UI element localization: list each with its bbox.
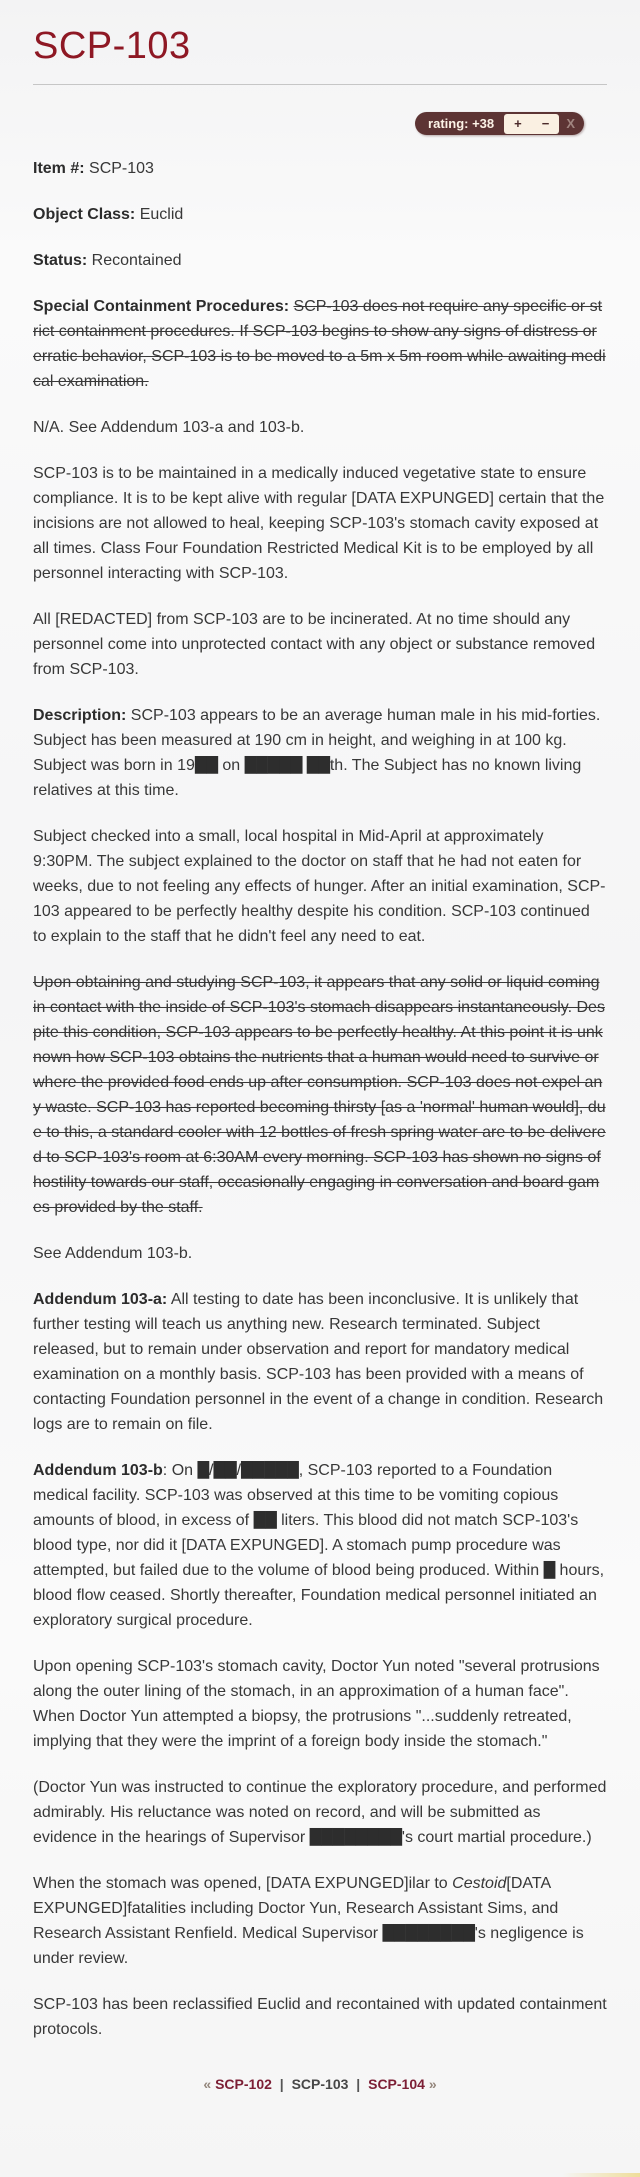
bold-label: Addendum 103-b [33,1462,163,1479]
separator: | [356,2076,361,2092]
text-run: Upon opening SCP-103's stomach cavity, Doctor Yun noted "several protrusions along the outer lining of the stomach, in an approximation of a human face". When Doctor Yun attempted a biopsy, the protrusions "...suddenly retreated, implying that they were the imprint of a foreign body inside the stomach." [33,1658,600,1750]
next-scp-link[interactable]: SCP-104 [368,2076,425,2092]
rating-row [33,112,584,135]
text-run: th. The Subject has no known living relatives at this time. [33,757,582,799]
text-run: All testing to date has been inconclusive. It is unlikely that further testing will teach us anything new. Research terminated. Subject released, but to remain under observation and report for mandatory medical examination on a monthly basis. SCP-103 has been provided with a means of contacting Foundation personnel in the event of a change in condition. Research logs are to remain on file. [33,1291,604,1433]
next-arrow: » [428,2076,437,2092]
bold-label: Item #: [33,160,85,177]
text-run: 's court martial procedure.) [401,1829,592,1846]
prev-scp-link[interactable]: SCP-102 [215,2076,272,2092]
blackbox-redaction: █ [543,1561,556,1579]
blackbox-redaction: ██ [253,1511,277,1529]
paragraph [33,248,607,273]
paragraph [33,415,607,440]
paragraph [33,202,607,227]
paragraph [33,156,607,181]
blackbox-redaction: █ [197,1461,210,1479]
rating-module [415,112,584,135]
text-run: 's negligence is under review. [33,1925,584,1967]
cancel-vote-button[interactable]: X [566,116,575,131]
paragraph [33,461,607,586]
text-run: hours, blood flow ceased. Shortly thereafter, Foundation medical personnel initiated an exploratory surgical procedure. [33,1562,605,1629]
paragraph [33,1654,607,1754]
blackbox-redaction: ██ [306,756,330,774]
text-run: , SCP-103 reported to a Foundation medical facility. SCP-103 was observed at this time to be vomiting copious amounts of blood, in excess of [33,1462,559,1529]
paragraph [33,1871,607,1971]
blackbox-redaction: █████ [241,1461,299,1479]
text-run: SCP-103 has been reclassified Euclid and recontained with updated containment protocols. [33,1996,607,2038]
cutoff-floating-element [562,2173,640,2177]
paragraph [33,970,607,1220]
rating-vote-panel [504,114,559,134]
paragraph [33,1241,607,1266]
text-run: Recontained [87,252,182,269]
text-run: SCP-103 is to be maintained in a medically induced vegetative state to ensure compliance. It is to be kept alive with regular [DATA EXPUNGED] certain that the incisions are not allowed to heal, keeping SCP-103's stomach cavity exposed at all times. Class Four Foundation Restricted Medical Kit is to be employed by all personnel interacting with SCP-103. [33,465,605,582]
article-body [33,156,607,2042]
bold-label: Object Class: [33,206,136,223]
text-run: N/A. See Addendum 103-a and 103-b. [33,419,305,436]
blackbox-redaction: █████ [244,756,303,774]
text-run: [DATA EXPUNGED]fatalities including Doctor Yun, Research Assistant Sims, and Research Assistant Renfield. Medical Supervisor [33,1875,559,1942]
downvote-button[interactable]: − [541,115,550,131]
text-run: Euclid [135,206,184,223]
text-run: / [209,1462,214,1479]
current-scp-label: SCP-103 [291,2076,349,2092]
paragraph [33,1775,607,1850]
separator: | [279,2076,284,2092]
page-title: SCP-103 [33,25,191,67]
paragraph [33,1992,607,2042]
text-run: SCP-103 [84,160,154,177]
strikethrough-redacted-text: SCP-103 does not require any specific or strict containment procedures. If SCP-103 begins to show any signs of distress or erratic behavior, SCP-103 is to be moved to a 5m x 5m room while awaiting medical examination. [33,298,606,390]
bold-label: Addendum 103-a: [33,1291,168,1308]
text-run: When the stomach was opened, [DATA EXPUNGED]ilar to [33,1875,453,1892]
text-run: All [REDACTED] from SCP-103 are to be incinerated. At no time should any personnel come into unprotected contact with any object or substance removed from SCP-103. [33,611,596,678]
blackbox-redaction: ██ [194,756,218,774]
paragraph [33,1287,607,1437]
blackbox-redaction: ████████ [382,1924,475,1942]
italic-term: Cestoid [452,1875,507,1892]
bold-label: Description: [33,707,127,724]
text-run: SCP-103 appears to be an average human male in his mid-forties. Subject has been measured at 190 cm in height, and weighing in at 100 kg. Subject was born in 19 [33,707,601,774]
bold-label: Status: [33,252,88,269]
paragraph [33,1458,607,1633]
scp-series-navigation [33,2076,607,2092]
upvote-button[interactable]: + [514,115,522,131]
blackbox-redaction: ██ [213,1461,237,1479]
paragraph [33,824,607,949]
text-run: liters. This blood did not match SCP-103's blood type, nor did it [DATA EXPUNGED]. A stomach pump procedure was attempted, but failed due to the volume of blood being produced. Within [33,1512,579,1579]
paragraph [33,703,607,803]
text-run: (Doctor Yun was instructed to continue the exploratory procedure, and performed admirably. His reluctance was noted on record, and will be submitted as evidence in the hearings of Supervisor [33,1779,607,1846]
text-run: : On [162,1462,198,1479]
text-run: See Addendum 103-b. [33,1245,193,1262]
text-run: on [217,757,245,774]
text-run: / [236,1462,242,1479]
rating-score-label: rating: +38 [428,116,495,131]
paragraph [33,607,607,682]
text-run: Subject checked into a small, local hospital in Mid-April at approximately 9:30PM. The subject explained to the doctor on staff that he had not eaten for weeks, due to not feeling any effects of hunger. After an initial examination, SCP-103 appeared to be perfectly healthy despite his condition. SCP-103 continued to explain to the staff that he didn't feel any need to eat. [33,828,606,945]
strikethrough-redacted-text: Upon obtaining and studying SCP-103, it appears that any solid or liquid coming in contact with the inside of SCP-103's stomach disappears instantaneously. Despite this condition, SCP-103 appears to be perfectly healthy. At this point it is unknown how SCP-103 obtains the nutrients that a human would need to survive or where the provided food ends up after consumption. SCP-103 does not expel any waste. SCP-103 has reported becoming thirsty [as a 'normal' human would], due to this, a standard cooler with 12 bottles of fresh spring water are to be delivered to SCP-103's room at 6:30AM every morning. SCP-103 has shown no signs of hostility towards our staff, occasionally engaging in conversation and board games provided by the staff. [33,974,606,1216]
bold-label: Special Containment Procedures: [33,298,290,315]
paragraph [33,294,607,394]
blackbox-redaction: ████████ [309,1828,402,1846]
prev-arrow: « [203,2076,212,2092]
header-divider [33,84,607,85]
